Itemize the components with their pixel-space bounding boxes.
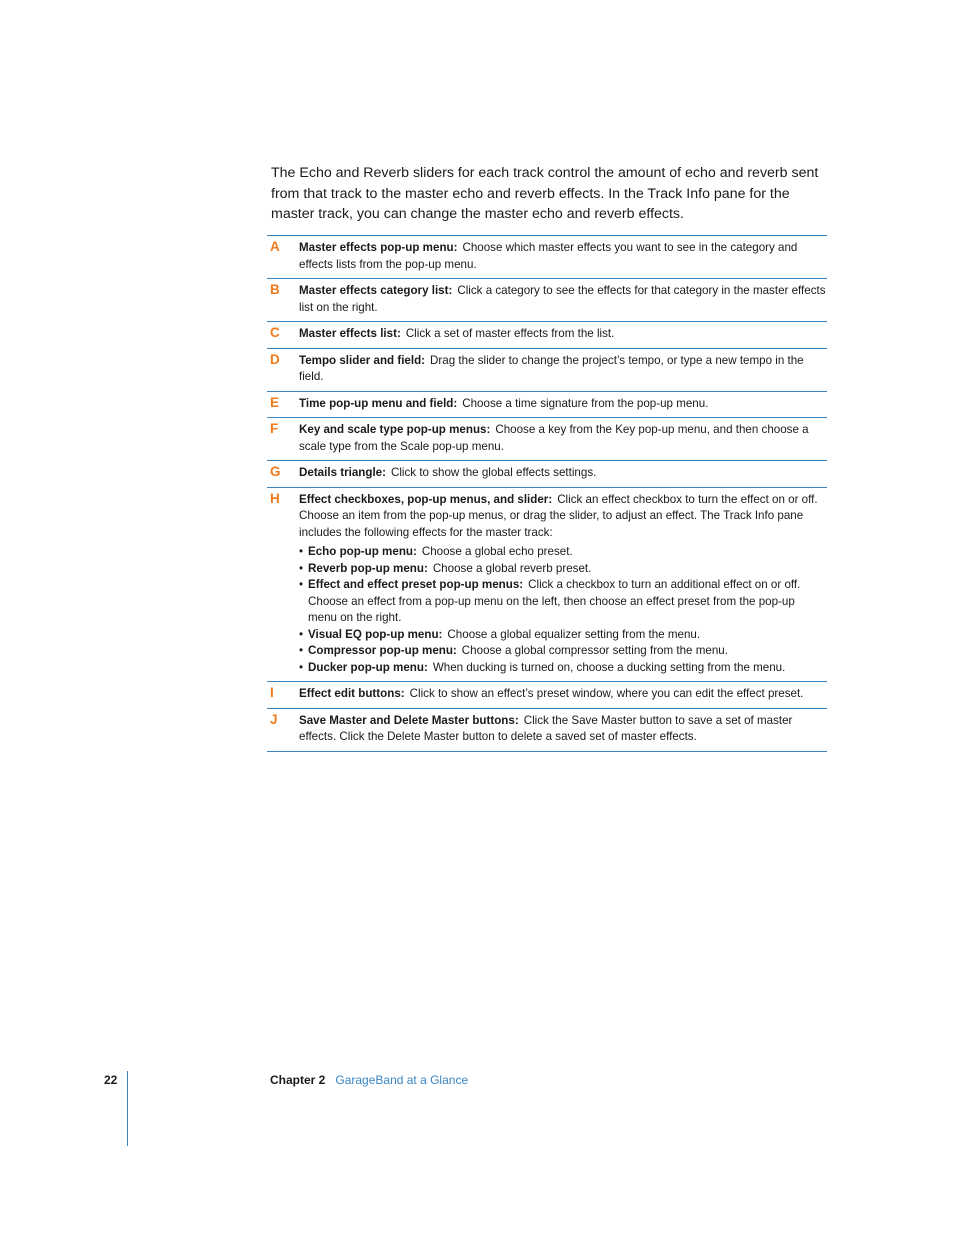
callout-item-h [267,488,827,683]
callout-term: Key and scale type pop-up menus: [299,423,491,436]
list-item: • Echo pop-up menu: Choose a global echo preset. [299,545,573,558]
chapter-label: Chapter 2 [270,1073,326,1087]
callout-letter: B [270,282,280,297]
bullet-text: Choose a global compressor setting from the menu. [461,644,728,657]
callout-item-d [267,349,827,392]
callout-item-g [267,461,827,488]
callout-term: Effect checkboxes, pop-up menus, and slider: [299,492,553,506]
intro-paragraph: The Echo and Reverb sliders for each track control the amount of echo and reverb sent from that track to the master echo and reverb effects. In the Track Info pane for the master track, you can change the master echo and reverb effects. [271,165,819,222]
callout-term: Save Master and Delete Master buttons: [299,713,519,727]
callout-term: Master effects list: [299,327,401,340]
bullet-term: Visual EQ pop-up menu: [308,627,443,641]
list-item: • Visual EQ pop-up menu: Choose a global equalizer setting from the menu. [299,627,701,641]
callout-text: Click an effect checkbox to turn the effect on or off. Choose an item from the pop-up menus, or drag the slider, to adjust an effect. The Track Info pane includes the following effects for the master track: [299,492,818,539]
callout-letter: J [270,711,278,727]
callout-letter: G [270,464,281,479]
effects-bullet-list [299,544,827,676]
callout-text: Drag the slider to change the project’s tempo, or type a new tempo in the field. [299,353,804,383]
bullet-text: Choose a global equalizer setting from the menu. [447,627,701,641]
bullet-term: Compressor pop-up menu: [308,644,457,657]
page-number: 22 [104,1073,118,1087]
chapter-title-link[interactable]: GarageBand at a Glance [335,1073,469,1087]
list-item: • Compressor pop-up menu: Choose a global compressor setting from the menu. [299,644,728,657]
callout-text: Click the Save Master button to save a set of master effects. Click the Delete Master button to delete a saved set of master effects. [299,713,793,743]
callout-text: Choose a time signature from the pop-up menu. [462,396,709,410]
callout-item-i [267,682,827,709]
callout-letter: E [270,394,280,410]
callout-letter: I [270,685,274,700]
callout-text: Choose which master effects you want to see in the category and effects lists from the pop-up menu. [299,241,798,271]
callout-letter: H [270,490,280,506]
callout-letter: C [270,325,280,340]
bullet-text: When ducking is turned on, choose a ducking setting from the menu. [432,660,786,674]
bullet-term: Effect and effect preset pop-up menus: [308,578,524,591]
bullet-text: Choose a global reverb preset. [432,561,592,575]
bullet-term: Ducker pop-up menu: [308,660,428,674]
callout-letter: A [270,239,280,254]
callout-text: Click a category to see the effects for that category in the master effects list on the right. [299,284,826,314]
bullet-text: Click a checkbox to turn an additional effect on or off. Choose an effect from a pop-up menu on the left, then choose an effect preset from the pop-up menu on the right. [308,578,801,624]
list-item: • Effect and effect preset pop-up menus: Click a checkbox to turn an additional effect on or off. Choose an effect from a pop-up menu on the left, then choose an effect preset from the pop-up menu on the right. [299,578,801,624]
callout-term: Time pop-up menu and field: [299,396,458,410]
callout-term: Tempo slider and field: [299,353,426,367]
callout-text: Click a set of master effects from the list. [405,327,615,340]
callout-term: Master effects pop-up menu: [299,241,458,254]
callout-item-a [267,236,827,279]
callout-letter: D [270,351,280,367]
callout-item-b [267,279,827,322]
callout-term: Effect edit buttons: [299,687,405,700]
callout-text: Click to show the global effects settings. [390,466,597,479]
list-item: • Reverb pop-up menu: Choose a global reverb preset. [299,561,592,575]
footer-divider [127,1071,128,1146]
callout-item-c [267,322,827,349]
callout-item-f [267,418,827,461]
bullet-text: Choose a global echo preset. [421,545,573,558]
callout-item-e [267,392,827,419]
bullet-term: Reverb pop-up menu: [308,561,428,575]
callout-term: Details triangle: [299,466,386,479]
callout-text: Choose a key from the Key pop-up menu, and then choose a scale type from the Scale pop-up menu. [299,423,809,453]
footer-chapter [270,1073,468,1087]
callout-list [267,235,827,752]
list-item: • Ducker pop-up menu: When ducking is turned on, choose a ducking setting from the menu. [299,660,786,674]
callout-term: Master effects category list: [299,284,453,297]
callout-text: Click to show an effect’s preset window, where you can edit the effect preset. [409,687,804,700]
callout-letter: F [270,421,279,436]
callout-item-j [267,709,827,752]
bullet-term: Echo pop-up menu: [308,545,417,558]
